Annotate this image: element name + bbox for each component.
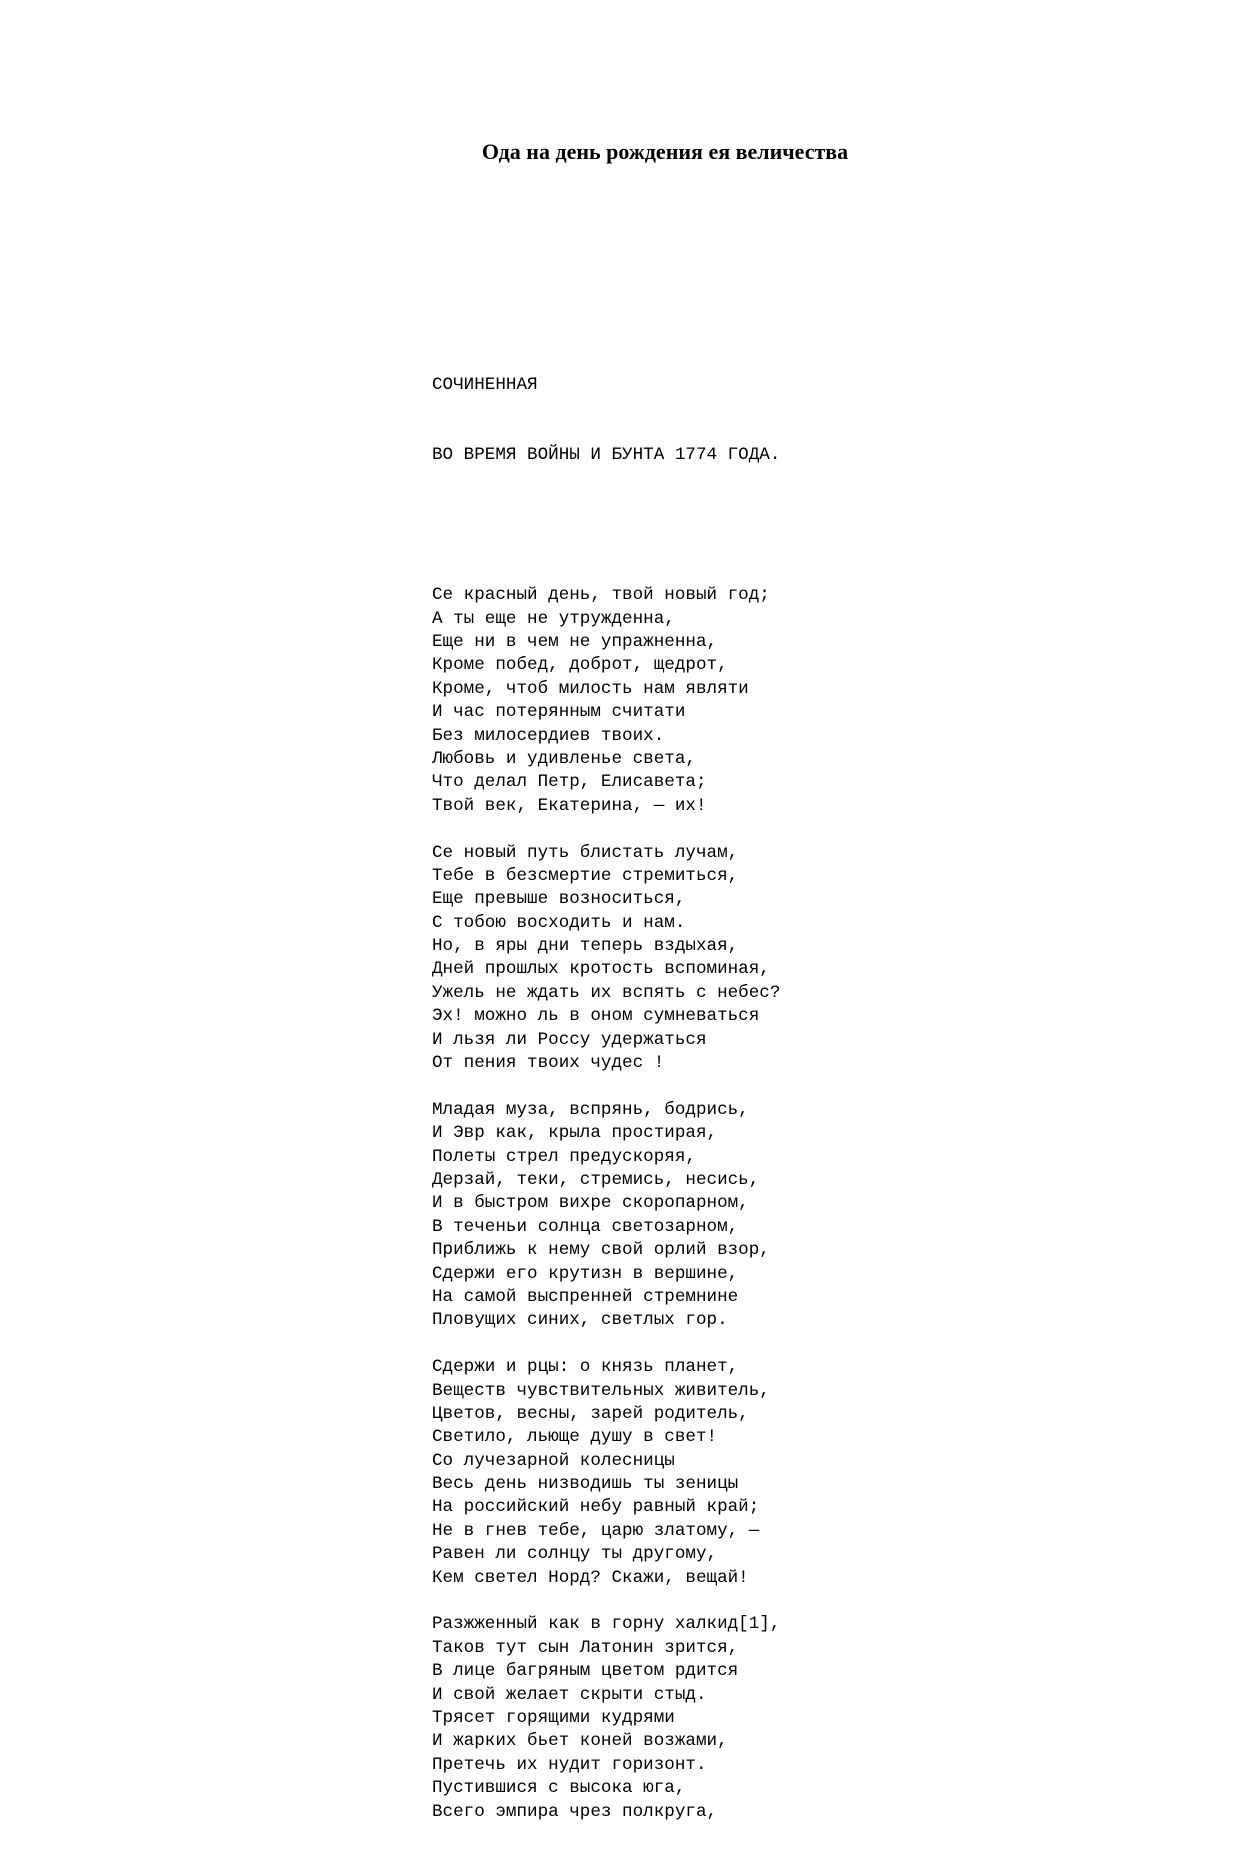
verse-line: Но, в яры дни теперь вздыхая, — [432, 936, 739, 957]
verse-line: Что делал Петр, Елисавета; — [432, 772, 707, 793]
verse-line: Младая муза, вспрянь, бодрись, — [432, 1099, 749, 1120]
verse-line: Равен ли солнцу ты другому, — [432, 1544, 718, 1565]
verse-line: Таков тут сын Латонин зрится, — [432, 1637, 739, 1658]
verse-line: В лице багряным цветом рдится — [432, 1661, 739, 1682]
verse-line: Сдержи и рцы: о князь планет, — [432, 1357, 739, 1378]
subtitle-line: ВО ВРЕМЯ ВОЙНЫ И БУНТА 1774 ГОДА. — [432, 444, 781, 465]
verse-line: Кроме, чтоб милость нам являти — [432, 678, 749, 699]
verse-line: И час потерянным считати — [432, 702, 686, 723]
verse-line: Претечь их нудит горизонт. — [432, 1754, 707, 1775]
verse-line: Полеты стрел предускоряя, — [432, 1146, 696, 1167]
verse-line: И Эвр как, крыла простирая, — [432, 1123, 718, 1144]
stanza-list — [432, 584, 952, 1824]
stanza — [432, 842, 952, 1076]
verse-line: И в быстром вихре скоропарном, — [432, 1193, 749, 1214]
verse-line: И свой желает скрыти стыд. — [432, 1684, 707, 1705]
verse-line: От пения твоих чудес ! — [432, 1053, 665, 1074]
verse-line: Пустившися с высока юга, — [432, 1778, 686, 1799]
verse-line: И жарких бьет коней возжами, — [432, 1731, 728, 1752]
verse-line: Тебе в безсмертие стремиться, — [432, 865, 739, 886]
verse-line: Кем светел Норд? Скажи, вещай! — [432, 1567, 749, 1588]
page-title: Ода на день рождения ея величества — [481, 139, 849, 164]
verse-line: Любовь и удивленье света, — [432, 748, 696, 769]
subtitle-line: СОЧИНЕННАЯ — [432, 374, 538, 395]
verse-line: В теченьи солнца светозарном, — [432, 1216, 739, 1237]
poem-body — [432, 280, 952, 1871]
verse-line: Се новый путь блистать лучам, — [432, 842, 739, 863]
verse-line: Твой век, Екатерина, — их! — [432, 795, 707, 816]
verse-line: Веществ чувствительных живитель, — [432, 1380, 770, 1401]
stanza — [432, 584, 952, 818]
verse-line: Еще превыше возноситься, — [432, 889, 686, 910]
verse-line: А ты еще не утружденна, — [432, 608, 675, 629]
verse-line: Кроме побед, доброт, щедрот, — [432, 655, 728, 676]
verse-line: Без милосердиев твоих. — [432, 725, 665, 746]
verse-line: Светило, льюще душу в свет! — [432, 1427, 718, 1448]
verse-line: Се красный день, твой новый год; — [432, 585, 770, 606]
verse-line: Разжженный как в горну халкид[1], — [432, 1614, 781, 1635]
stanza — [432, 1099, 952, 1333]
verse-line: Со лучезарной колесницы — [432, 1450, 675, 1471]
verse-line: Трясет горящими кудрями — [432, 1707, 675, 1728]
verse-line: И льзя ли Россу удержаться — [432, 1029, 707, 1050]
verse-line: Ужель не ждать их вспять с небес? — [432, 982, 781, 1003]
verse-line: Пловущих синих, светлых гор. — [432, 1310, 728, 1331]
verse-line: Сдержи его крутизн в вершине, — [432, 1263, 739, 1284]
verse-line: Эх! можно ль в оном сумневаться — [432, 1006, 760, 1027]
stanza — [432, 1356, 952, 1590]
verse-line: Еще ни в чем не упражненна, — [432, 632, 718, 653]
stanza — [432, 1613, 952, 1824]
verse-line: Не в гнев тебе, царю златому, — — [432, 1520, 760, 1541]
verse-line: Дней прошлых кротость вспоминая, — [432, 959, 770, 980]
verse-line: Дерзай, теки, стремись, несись, — [432, 1170, 760, 1190]
verse-line: На российский небу равный край; — [432, 1497, 760, 1518]
verse-line: Весь день низводишь ты зеницы — [432, 1474, 739, 1495]
poem-subtitle — [432, 327, 952, 514]
verse-line: С тобою восходить и нам. — [432, 912, 686, 933]
verse-line: На самой выспренней стремнине — [432, 1286, 739, 1307]
verse-line: Цветов, весны, зарей родитель, — [432, 1403, 749, 1424]
verse-line: Всего эмпира чрез полкруга, — [432, 1801, 718, 1822]
verse-line: Приближь к нему свой орлий взор, — [432, 1240, 770, 1261]
